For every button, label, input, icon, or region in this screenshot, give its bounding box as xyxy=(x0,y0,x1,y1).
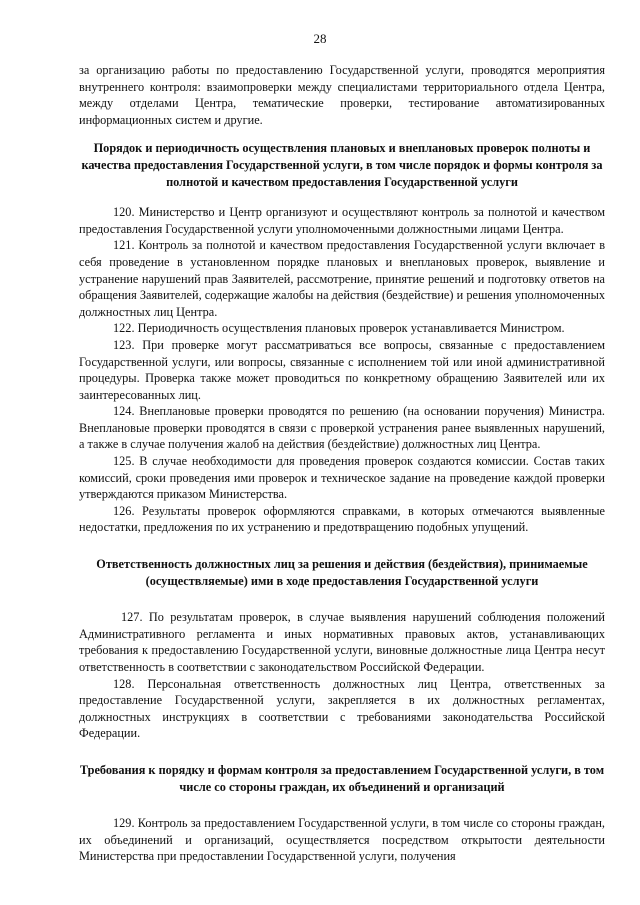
paragraph-121: 121. Контроль за полнотой и качеством предоставления Государственной услуги включает в себя проведение в установленном порядке плановых и внеплановых проверок, выявление и устранение нарушений прав Заявителей, рассмотрение, принятие решений и подготовку ответов на обращения Заявителей, содержащие жалобы на действия (бездействие) и решения уполномоченных должностных лиц Центра. xyxy=(79,238,605,319)
intro-paragraph: за организацию работы по предоставлению Государственной услуги, проводятся мероприятия внутреннего контроля: взаимопроверки между специалистами территориального отдела Центра, между отделами Центра, тематические проверки, тестирование автоматизированных информационных систем и другие. xyxy=(79,63,605,127)
paragraph-126: 126. Результаты проверок оформляются справками, в которых отмечаются выявленные недостатки, предложения по их устранению и предотвращению подобных упущений. xyxy=(79,503,605,535)
paragraph-124: 124. Внеплановые проверки проводятся по решению (на основании поручения) Министра. Внеплановые проверки проводятся в связи с проверкой устранения ранее выявленных нарушений, а также в случае получения жалоб на действия (бездействие) должностных лиц Центра. xyxy=(79,404,605,452)
page-number: 28 xyxy=(313,31,327,46)
paragraph-123: 123. При проверке могут рассматриваться все вопросы, связанные с предоставлением Государственной услуги, или вопросы, связанные с исполнением той или иной административной процедуры. Проверка также может проводиться по конкретному обращению Заявителей или их заинтересованных лиц. xyxy=(79,337,605,402)
paragraph-120: 120. Министерство и Центр организуют и осуществляют контроль за полнотой и качеством предоставления Государственной услуги уполномоченными должностными лицами Центра. xyxy=(79,205,605,236)
paragraph-122: 122. Периодичность осуществления плановых проверок устанавливается Министром. xyxy=(113,321,565,336)
section-heading-responsibility: Ответственность должностных лиц за решения и действия (бездействия), принимаемые (осуществляемые) ими в ходе предоставления Государственной услуги xyxy=(96,557,588,588)
document-body xyxy=(79,62,605,865)
section-heading-control-requirements: Требования к порядку и формам контроля за предоставлением Государственной услуги, в том числе со стороны граждан, их объединений и организаций xyxy=(79,762,605,794)
section-heading-control-procedures: Порядок и периодичность осуществления плановых и внеплановых проверок полноты и качества предоставления Государственной услуги, в том числе порядок и формы контроля за полнотой и качеством предоставления Государственной услуги xyxy=(81,141,603,189)
paragraph-125: 125. В случае необходимости для проведения проверок создаются комиссии. Состав таких комиссий, сроки проведения ими проверок и техническое задание на проведение каждой проверки утверждаются приказом Министерства. xyxy=(79,454,605,502)
paragraph-129: 129. Контроль за предоставлением Государственной услуги, в том числе со стороны граждан, их объединений и организаций, осуществляется посредством открытости деятельности Министерства при предоставлении Государственной услуги, получения xyxy=(79,816,605,864)
paragraph-127: 127. По результатам проверок, в случае выявления нарушений соблюдения положений Административного регламента и иных нормативных правовых актов, устанавливающих требования к предоставлению Государственной услуги, виновные должностные лица Центра несут ответственность в соответствии с законодательством Российской Федерации. xyxy=(79,610,605,674)
paragraph-128: 128. Персональная ответственность должностных лиц Центра, ответственных за предоставление Государственной услуги, закрепляется в их должностных регламентах, должностных инструкциях в соответствии с требованиями законодательства Российской Федерации. xyxy=(79,676,605,741)
